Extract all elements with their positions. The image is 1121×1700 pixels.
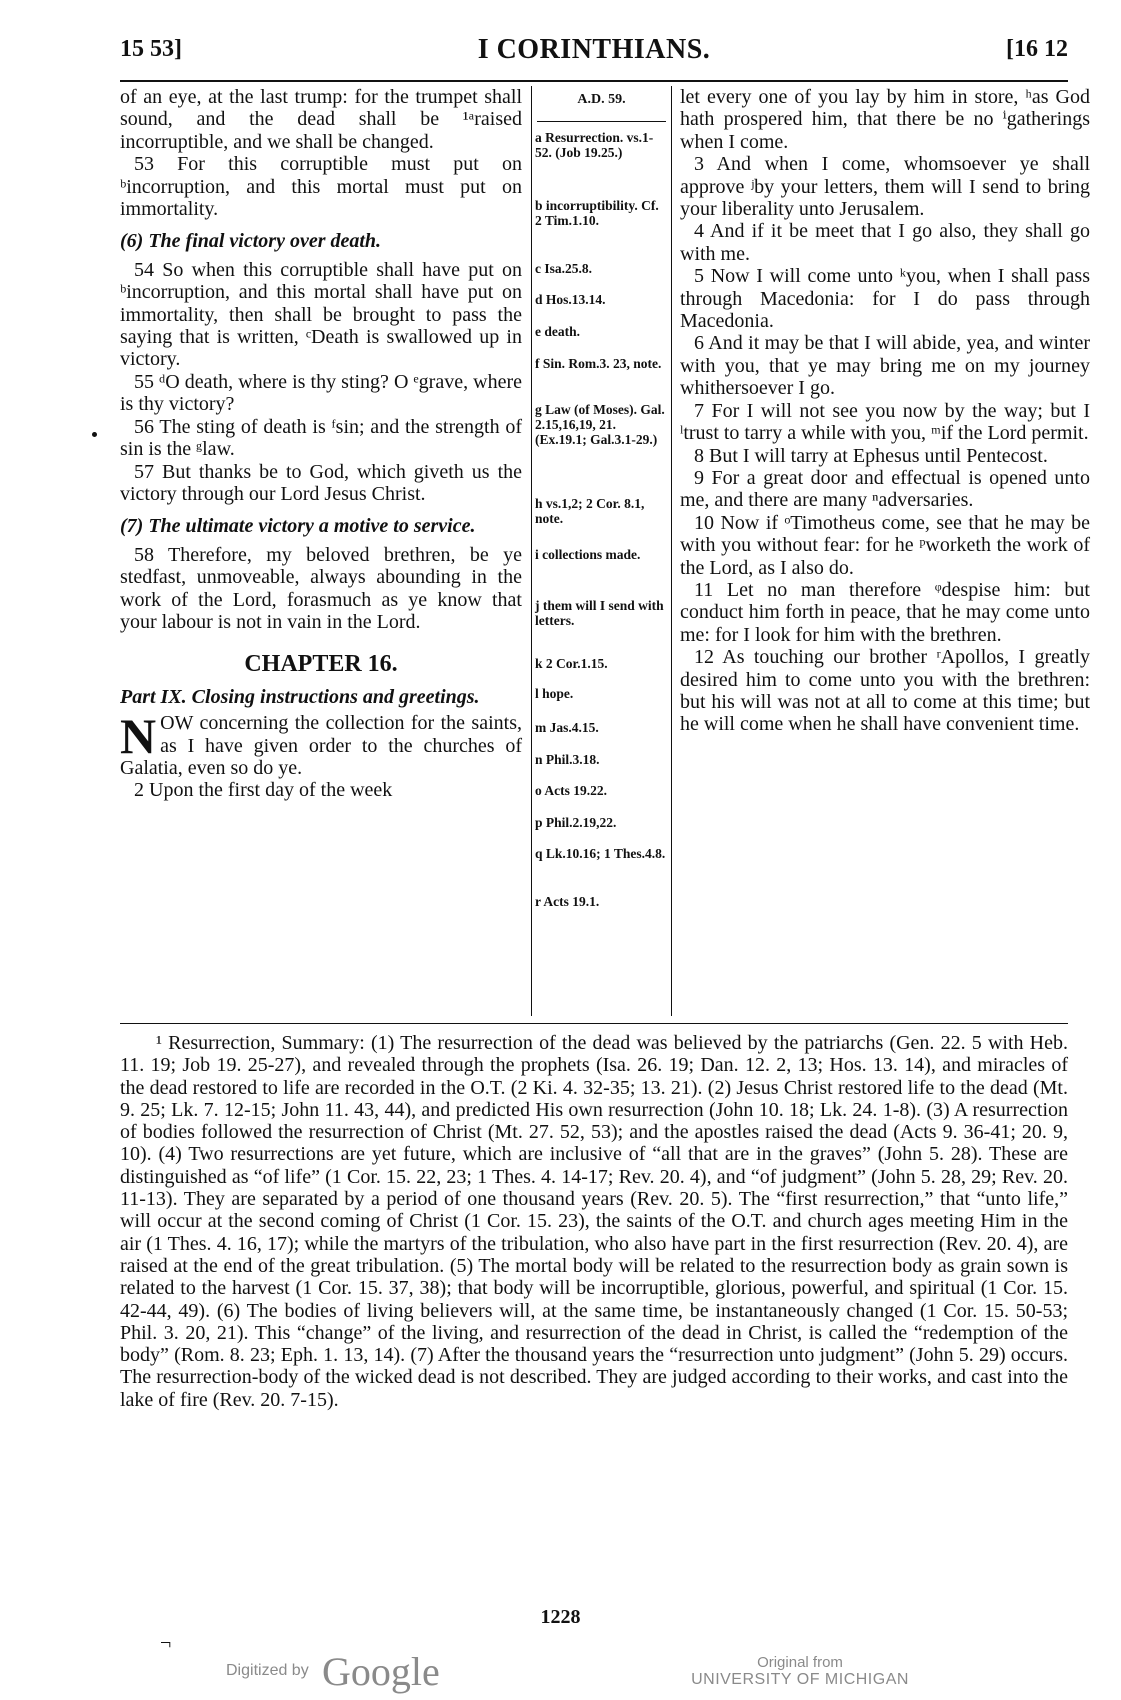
verse-1-text: OW concerning the collection for the saints, as I have given order to the churches of Galatia, even so do ye. [120,712,522,779]
reference-note: m Jas.4.15. [535,720,599,735]
digitized-by-label: Digitized by [226,1662,309,1679]
reference-note: r Acts 19.1. [535,894,600,909]
verse-9: 9 For a great door and effectual is opened unto me, and there are many ⁿadversaries. [680,466,1090,512]
reference-note: q Lk.10.16; 1 Thes.4.8. [535,846,666,861]
reference-note: o Acts 19.22. [535,783,607,798]
part-heading: Part IX. Closing instructions and greetings. [120,685,480,708]
university-label: UNIVERSITY OF MICHIGAN [691,1671,909,1688]
verse-7: 7 For I will not see you now by the way; but I ˡtrust to tarry a while with you, ᵐif the Lord permit. [680,399,1090,445]
reference-note: c Isa.25.8. [535,261,592,276]
verse-text: of an eye, at the last trump: for the trumpet shall sound, and the dead shall be ¹ᵃraised incorruptible, and we shall be changed. [120,86,522,153]
google-logo: Google [322,1649,440,1694]
section-heading-final-victory: (6) The final victory over death. [120,230,382,253]
verse-2: 2 Upon the first day of the week [134,779,393,802]
chapter-heading: CHAPTER 16. [244,651,398,678]
date-rule [537,121,666,122]
header-right-reference: [16 12 [1006,36,1068,62]
reference-note: a Resurrection. vs.1-52. (Job 19.25.) [535,130,654,160]
reference-note: h vs.1,2; 2 Cor. 8.1, note. [535,496,645,526]
right-text-column [680,86,1090,736]
page-number: 1228 [540,1606,581,1628]
reference-note: b incorruptibility. Cf. 2 Tim.1.10. [535,198,659,228]
reference-note: l hope. [535,686,574,701]
footnote-resurrection-summary: ¹ Resurrection, Summary: (1) The resurrection of the dead was believed by the patriarchs (Gen. 22. 5 with Heb. 11. 19; Job 19. 25-27), and revealed through the prophets (Isa. 26. 19; Dan. 12. 2, 13; Hos. 13. 14), and miracles of the dead restored to life are recorded in the O.T. (2 Ki. 4. 32-35; 13. 21). (2) Jesus Christ restored life to the dead (Mt. 9. 25; Lk. 7. 12-15; John 11. 43, 44), and predicted His own resurrection (John 10. 18; Lk. 24. 1-8). (3) A resurrection of bodies followed the resurrection of Christ (Mt. 27. 52, 53); and the apostles raised the dead (Acts 9. 36-41; 20. 9, 10). (4) Two resurrections are yet future, which are inclusive of “all that are in the graves” (John 5. 28). These are distinguished as “of life” (1 Cor. 15. 22, 23; 1 Thes. 4. 14-17; Rev. 20. 4), and “of judgment” (John 5. 28, 29; Rev. 20. 11-13). They are separated by a period of one thousand years (Rev. 20. 5). The “first resurrection,” that “unto life,” will occur at the second coming of Christ (1 Cor. 15. 23), the saints of the O.T. and church ages meeting Him in the air (1 Thes. 4. 16, 17); while the martyrs of the tribulation, who also have part in the first resurrection (Rev. 20. 4), are raised at the end of the great tribulation. (5) The mortal body will be related to the resurrection body as grain sown is related to the harvest (1 Cor. 15. 37, 38); that body will be incorruptible, glorious, powerful, and spiritual (1 Cor. 15. 42-44, 49). (6) The bodies of living believers will, at the same time, be instantaneously changed (1 Cor. 15. 50-53; Phil. 3. 20, 21). This “change” of the living, and resurrection of the dead in Christ, is called the “redemption of the body” (Rom. 8. 23; Eph. 1. 13, 14). (7) After the thousand years the “resurrection unto judgment” (John 5. 29) occurs. The resurrection-body of the wicked dead is not described. They are judged according to their works, and cast into the lake of fire (Rev. 20. 7-15). [120,1032,1068,1411]
margin-dot [92,432,97,437]
column-divider-right [671,86,672,1016]
verse-10: 10 Now if ᵒTimotheus come, see that he may be with you without fear: for he ᵖworketh the work of the Lord, as I also do. [680,511,1090,579]
ink-mark: ¬ [160,1632,172,1654]
verse-2-continued: let every one of you lay by him in store, ʰas God hath prospered him, that there be no ⁱgatherings when I come. [680,86,1090,153]
verse-4: 4 And if it be meet that I go also, they shall go with me. [680,220,1090,265]
date-label: A.D. 59. [577,92,626,107]
verse-53: 53 For this corruptible must put on ᵇincorruption, and this mortal must put on immortality. [120,153,522,221]
verse-1 [120,708,522,779]
verse-57: 57 But thanks be to God, which giveth us the victory through our Lord Jesus Christ. [120,460,522,505]
reference-note: g Law (of Moses). Gal. 2.15,16,19, 21. (Ex.19.1; Gal.3.1-29.) [535,402,665,447]
verse-6: 6 And it may be that I will abide, yea, and winter with you, that ye may bring me on my journey whithersoever I go. [680,332,1090,400]
verse-5: 5 Now I will come unto ᵏyou, when I shall pass through Macedonia: for I do pass through Macedonia. [680,265,1090,333]
reference-note: f Sin. Rom.3. 23, note. [535,356,662,371]
header-book-title: I CORINTHIANS. [477,34,711,65]
reference-note: e death. [535,324,580,339]
verse-3: 3 And when I come, whomsoever ye shall approve ʲby your letters, them will I send to bring your liberality unto Jerusalem. [680,153,1090,221]
verse-8: 8 But I will tarry at Ephesus until Pentecost. [694,444,1048,467]
original-from-label: Original from [757,1654,843,1671]
footnote-rule [120,1023,1068,1024]
reference-note: d Hos.13.14. [535,292,606,307]
verse-54: 54 So when this corruptible shall have put on ᵇincorruption, and this mortal shall have put on immortality, then shall be brought to pass the saying that is written, ᶜDeath is swallowed up in victory. [120,258,522,371]
running-header [120,30,1068,70]
verse-12: 12 As touching our brother ʳApollos, I greatly desired him to come unto you with the brethren: but his will was not at all to come at this time; but he will come when he shall have convenient time. [680,646,1090,736]
header-rule [120,80,1068,82]
reference-note: j them will I send with letters. [535,598,664,628]
reference-note: p Phil.2.19,22. [535,815,617,830]
reference-note: k 2 Cor.1.15. [535,656,608,671]
header-left-reference: 15 53] [120,36,182,62]
reference-column [535,86,668,909]
verse-55: 55 ᵈO death, where is thy sting? O ᵉgrave, where is thy victory? [120,370,522,416]
left-text-column [120,86,522,802]
reference-note: n Phil.3.18. [535,752,600,767]
verse-58: 58 Therefore, my beloved brethren, be ye stedfast, unmoveable, always abounding in the work of the Lord, forasmuch as ye know that your labour is not in vain in the Lord. [120,543,522,633]
library-attribution [680,1654,920,1689]
drop-cap: N [120,708,157,765]
verse-11: 11 Let no man therefore ᵠdespise him: but conduct him forth in peace, that he may come unto me: for I look for him with the brethren. [680,578,1090,646]
verse-56: 56 The sting of death is ᶠsin; and the strength of sin is the ᵍlaw. [120,415,522,461]
section-heading-ultimate-victory: (7) The ultimate victory a motive to service. [120,515,476,538]
reference-note: i collections made. [535,547,641,562]
column-divider-left [531,86,532,1016]
